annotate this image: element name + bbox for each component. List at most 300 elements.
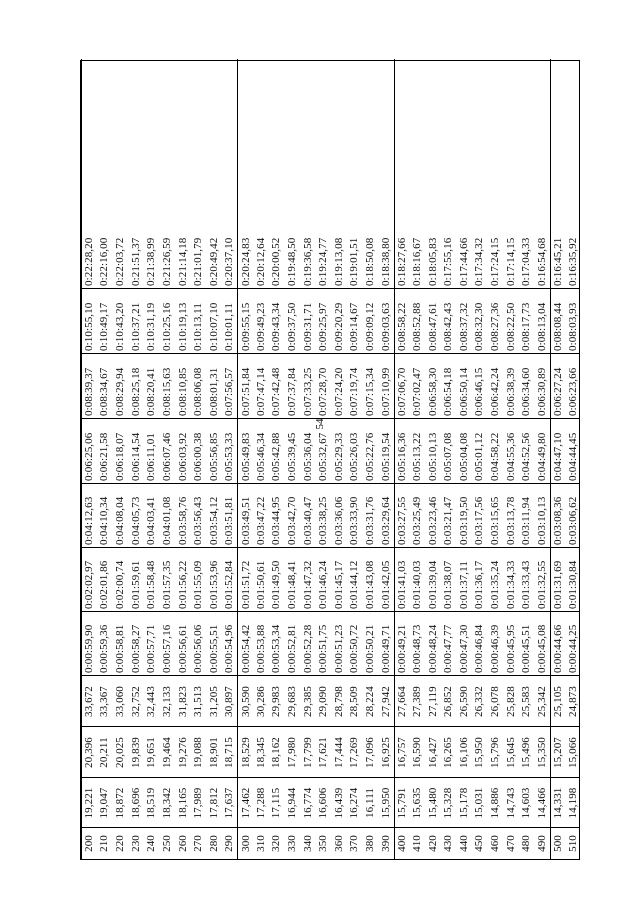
column-divider (81, 483, 579, 484)
table-cell: 330 (285, 835, 298, 852)
table-cell: 420 (426, 835, 439, 852)
table-cell: 0:03:13,78 (504, 496, 517, 545)
table-cell: 240 (145, 835, 158, 852)
table-cell: 0:03:42,70 (285, 496, 298, 545)
table-cell: 350 (317, 835, 330, 852)
table-cell: 0:06:23,66 (567, 367, 580, 416)
table-cell: 0:08:27,36 (489, 302, 502, 351)
table-cell: 0:10:37,21 (129, 302, 142, 351)
table-cell: 18,901 (207, 737, 220, 768)
table-cell: 0:03:44,95 (270, 496, 283, 545)
table-row (269, 59, 285, 859)
table-cell: 0:07:56,57 (223, 367, 236, 416)
table-row (503, 59, 519, 859)
table-cell: 16,774 (301, 787, 314, 819)
table-cell: 0:07:19,74 (348, 367, 361, 416)
table-cell: 440 (457, 835, 470, 852)
table-cell: 0:03:11,94 (520, 497, 533, 545)
table-cell: 0:06:30,89 (535, 367, 548, 416)
table-row (394, 59, 410, 859)
table-cell: 0:18:16,67 (410, 237, 423, 286)
table-cell: 0:05:36,04 (301, 432, 314, 481)
table-row (97, 59, 113, 859)
table-cell: 27,119 (426, 686, 439, 717)
table-cell: 33,672 (83, 686, 96, 717)
table-cell: 26,590 (457, 686, 470, 717)
table-cell: 19,221 (83, 787, 96, 819)
table-cell: 360 (332, 835, 345, 852)
table-cell: 500 (552, 835, 565, 852)
table-cell: 0:09:25,97 (317, 302, 330, 351)
table-cell: 17,799 (301, 737, 314, 768)
table-cell: 16,606 (317, 787, 330, 819)
table-cell: 17,980 (285, 737, 298, 768)
table-cell: 0:03:27,55 (395, 496, 408, 545)
table-cell: 15,178 (457, 787, 470, 819)
table-cell: 18,342 (160, 787, 173, 819)
table-cell: 0:01:44,12 (348, 560, 361, 609)
table-cell: 0:10:25,16 (160, 302, 173, 351)
table-cell: 17,989 (192, 787, 205, 819)
table-cell: 0:00:52,81 (285, 624, 298, 673)
table-cell: 0:08:01,31 (207, 367, 220, 416)
table-cell: 17,444 (332, 737, 345, 768)
table-cell: 25,105 (552, 686, 565, 717)
table-cell: 17,621 (317, 737, 330, 768)
table-cell: 0:04:10,34 (98, 496, 111, 545)
table-cell: 0:03:47,22 (254, 496, 267, 545)
table-cell: 0:04:58,22 (489, 432, 502, 481)
table-cell: 0:00:45,08 (535, 624, 548, 673)
table-cell: 0:10:01,11 (223, 303, 236, 351)
table-cell: 32,443 (145, 686, 158, 717)
table-cell: 16,274 (348, 787, 361, 819)
table-cell: 0:21:26,59 (160, 237, 173, 286)
table-cell: 0:10:13,11 (192, 303, 205, 351)
table-cell: 320 (270, 835, 283, 852)
column-divider (81, 611, 579, 612)
table-cell: 0:04:01,08 (160, 496, 173, 545)
column-divider (81, 675, 579, 676)
table-cell: 0:03:51,81 (223, 496, 236, 545)
table-cell: 15,496 (520, 737, 533, 768)
table-cell: 0:03:58,76 (176, 496, 189, 545)
table-cell: 0:22:28,20 (83, 237, 96, 286)
table-cell: 15,791 (395, 787, 408, 819)
table-cell: 18,529 (239, 737, 252, 768)
table-cell: 0:05:56,85 (207, 432, 220, 481)
table-cell: 29,683 (285, 686, 298, 717)
table-cell: 0:00:53,34 (270, 624, 283, 673)
table-cell: 0:01:39,04 (426, 560, 439, 609)
table-row (112, 59, 128, 859)
table-cell: 18,345 (254, 737, 267, 768)
table-cell: 0:06:54,18 (442, 367, 455, 416)
table-cell: 0:03:10,13 (535, 496, 548, 545)
table-cell: 0:06:21,58 (98, 432, 111, 481)
table-cell: 0:09:09,12 (364, 302, 377, 351)
table-cell: 0:10:07,10 (207, 302, 220, 351)
table-cell: 0:08:22,50 (504, 302, 517, 351)
table-row (315, 59, 331, 859)
table-cell: 0:09:03,63 (379, 302, 392, 351)
table-cell: 0:01:32,55 (535, 560, 548, 609)
table-cell: 27,942 (379, 686, 392, 717)
table-cell: 0:05:53,33 (223, 432, 236, 481)
table-cell: 0:05:07,08 (442, 432, 455, 481)
table-cell: 0:01:30,84 (567, 560, 580, 609)
table-cell: 17,812 (207, 787, 220, 819)
table-cell: 0:01:43,08 (364, 560, 377, 609)
table-cell: 17,269 (348, 737, 361, 768)
table-cell: 0:01:59,61 (129, 560, 142, 609)
table-cell: 480 (520, 835, 533, 852)
table-cell: 0:06:50,14 (457, 367, 470, 416)
table-cell: 0:03:38,25 (317, 496, 330, 545)
table-cell: 0:07:51,84 (239, 367, 252, 416)
table-cell: 0:07:37,84 (285, 367, 298, 416)
table-cell: 0:21:01,79 (192, 237, 205, 286)
table-cell: 16,590 (410, 737, 423, 768)
table-cell: 0:00:57,16 (160, 624, 173, 673)
table-cell: 0:01:31,69 (552, 560, 565, 609)
table-row (487, 59, 503, 859)
table-cell: 18,519 (145, 787, 158, 819)
table-cell: 410 (410, 835, 423, 852)
table-cell: 0:04:47,10 (552, 432, 565, 481)
table-cell: 0:06:03,92 (176, 432, 189, 481)
table-cell: 510 (567, 835, 580, 852)
table-row (362, 59, 378, 859)
table-cell: 0:01:56,22 (176, 560, 189, 609)
table-cell: 0:01:55,09 (192, 560, 205, 609)
table-cell: 24,873 (567, 686, 580, 717)
table-row (550, 59, 566, 859)
table-cell: 0:19:36,58 (301, 237, 314, 286)
table-cell: 0:05:26,03 (348, 432, 361, 481)
table-cell: 0:01:38,07 (442, 560, 455, 609)
table-cell: 31,205 (207, 686, 220, 717)
table-cell: 26,078 (489, 686, 502, 717)
table-cell: 33,367 (98, 686, 111, 717)
table-cell: 0:00:51,23 (332, 624, 345, 673)
table-cell: 470 (504, 835, 517, 852)
table-cell: 300 (239, 835, 252, 852)
table-cell: 0:17:55,16 (442, 237, 455, 286)
table-cell: 0:00:54,96 (223, 624, 236, 673)
table-cell: 0:00:47,30 (457, 624, 470, 673)
table-cell: 0:00:56,61 (176, 624, 189, 673)
table-row (284, 59, 300, 859)
table-cell: 0:04:05,73 (129, 496, 142, 545)
table-cell: 0:17:04,33 (520, 237, 533, 286)
table-row (237, 59, 253, 859)
table-cell: 14,198 (567, 787, 580, 819)
table-cell: 490 (535, 835, 548, 852)
table-cell: 14,603 (520, 787, 533, 819)
table-cell: 32,133 (160, 686, 173, 717)
table-cell: 0:08:13,04 (535, 302, 548, 351)
table-cell: 0:07:42,48 (270, 367, 283, 416)
table-cell: 15,031 (473, 787, 486, 819)
table-row (409, 59, 425, 859)
table-cell: 0:07:24,20 (332, 367, 345, 416)
table-cell: 16,944 (285, 787, 298, 819)
table-cell: 0:17:44,66 (457, 237, 470, 286)
table-cell: 28,224 (364, 686, 377, 717)
table-cell: 0:16:45,21 (552, 237, 565, 286)
table-cell: 0:08:32,30 (473, 302, 486, 351)
table-cell: 30,897 (223, 686, 236, 717)
table-cell: 0:01:45,17 (332, 560, 345, 609)
table-cell: 29,090 (317, 686, 330, 717)
table-cell: 15,950 (379, 787, 392, 819)
table-row (378, 59, 394, 859)
table-cell: 0:03:19,50 (457, 496, 470, 545)
table-cell: 0:22:16,00 (98, 237, 111, 286)
table-cell: 430 (442, 835, 455, 852)
table-cell: 0:10:43,20 (114, 302, 127, 351)
table-cell: 0:00:47,77 (442, 624, 455, 673)
table-cell: 0:00:44,66 (552, 624, 565, 673)
table-cell: 0:09:43,34 (270, 302, 283, 351)
table-cell: 29,385 (301, 686, 314, 717)
table-cell: 0:00:48,24 (426, 624, 439, 673)
table-cell: 0:01:46,24 (317, 560, 330, 609)
table-cell: 0:08:29,94 (114, 367, 127, 416)
table-cell: 0:00:46,39 (489, 624, 502, 673)
table-cell: 15,796 (489, 737, 502, 768)
table-cell: 260 (176, 835, 189, 852)
table-cell: 18,872 (114, 787, 127, 819)
table-cell: 250 (160, 835, 173, 852)
table-row (144, 59, 160, 859)
table-row (300, 59, 316, 859)
table-cell: 0:20:37,10 (223, 237, 236, 286)
table-cell: 0:01:51,72 (239, 560, 252, 609)
table-cell: 31,823 (176, 686, 189, 717)
table-cell: 0:01:33,43 (520, 560, 533, 609)
table-cell: 0:18:27,66 (395, 237, 408, 286)
table-cell: 0:00:48,73 (410, 624, 423, 673)
table-cell: 15,066 (567, 737, 580, 768)
table-cell: 0:01:37,11 (457, 561, 470, 609)
table-cell: 0:03:33,90 (348, 496, 361, 545)
table-cell: 15,328 (442, 787, 455, 819)
table-cell: 0:20:49,42 (207, 237, 220, 286)
table-row (347, 59, 363, 859)
table-cell: 19,088 (192, 737, 205, 768)
table-cell: 19,047 (98, 787, 111, 819)
table-row (253, 59, 269, 859)
table-cell: 0:02:00,74 (114, 560, 127, 609)
table-cell: 16,106 (457, 737, 470, 768)
table-cell: 0:04:55,36 (504, 432, 517, 481)
table-cell: 16,427 (426, 737, 439, 768)
table-cell: 0:03:17,56 (473, 496, 486, 545)
table-cell: 0:07:47,14 (254, 367, 267, 416)
table-cell: 20,396 (83, 737, 96, 768)
table-cell: 14,886 (489, 787, 502, 819)
table-cell: 0:06:38,39 (504, 367, 517, 416)
table-cell: 0:05:39,45 (285, 432, 298, 481)
table-cell: 0:01:35,24 (489, 560, 502, 609)
table-cell: 0:17:14,15 (504, 237, 517, 286)
table-cell: 0:08:08,44 (552, 302, 565, 351)
table-cell: 30,286 (254, 686, 267, 717)
table-cell: 0:17:24,15 (489, 237, 502, 286)
table-cell: 290 (223, 835, 236, 852)
table-cell: 0:05:42,88 (270, 432, 283, 481)
table-cell: 15,207 (552, 737, 565, 768)
column-divider (81, 288, 579, 289)
table-cell: 0:18:05,83 (426, 237, 439, 286)
table-cell: 26,852 (442, 686, 455, 717)
table-cell: 0:00:50,72 (348, 624, 361, 673)
table-cell: 25,342 (535, 686, 548, 717)
data-table (80, 60, 580, 860)
table-row (159, 59, 175, 859)
table-cell: 0:08:52,88 (410, 302, 423, 351)
table-cell: 0:19:48,50 (285, 237, 298, 286)
table-cell: 18,165 (176, 787, 189, 819)
table-cell: 460 (489, 835, 502, 852)
table-cell: 0:00:46,84 (473, 624, 486, 673)
table-cell: 0:03:54,12 (207, 496, 220, 545)
table-cell: 0:00:53,88 (254, 624, 267, 673)
table-cell: 0:08:20,41 (145, 367, 158, 416)
table-row (331, 59, 347, 859)
table-cell: 280 (207, 835, 220, 852)
table-cell: 0:03:40,47 (301, 496, 314, 545)
table-cell: 18,162 (270, 737, 283, 768)
table-cell: 0:01:49,50 (270, 560, 283, 609)
table-cell: 0:07:33,25 (301, 367, 314, 416)
column-divider (81, 547, 579, 548)
table-cell: 14,331 (552, 787, 565, 819)
table-cell: 340 (301, 835, 314, 852)
table-cell: 270 (192, 835, 205, 852)
table-cell: 0:04:44,45 (567, 432, 580, 481)
table-cell: 0:05:22,76 (364, 432, 377, 481)
table-cell: 0:01:52,84 (223, 560, 236, 609)
table-cell: 16,111 (364, 787, 377, 819)
table-cell: 0:18:38,80 (379, 237, 392, 286)
table-cell: 0:06:27,24 (552, 367, 565, 416)
table-cell: 30,590 (239, 686, 252, 717)
table-cell: 28,509 (348, 686, 361, 717)
table-cell: 0:06:07,46 (160, 432, 173, 481)
table-cell: 0:21:38,99 (145, 237, 158, 286)
table-cell: 220 (114, 835, 127, 852)
table-cell: 0:16:35,92 (567, 237, 580, 286)
table-cell: 0:08:37,32 (457, 302, 470, 351)
table-cell: 25,583 (520, 686, 533, 717)
table-cell: 27,664 (395, 686, 408, 717)
table-cell: 0:17:34,32 (473, 237, 486, 286)
table-cell: 0:16:54,68 (535, 237, 548, 286)
table-cell: 0:08:42,43 (442, 302, 455, 351)
table-cell: 0:00:59,90 (83, 624, 96, 673)
table-cell: 20,211 (98, 737, 111, 768)
table-cell: 0:04:49,80 (535, 432, 548, 481)
table-cell: 0:08:47,61 (426, 302, 439, 351)
table-cell: 27,389 (410, 686, 423, 717)
table-cell: 310 (254, 835, 267, 852)
table-cell: 0:08:58,22 (395, 302, 408, 351)
table-cell: 0:01:41,03 (395, 560, 408, 609)
column-divider (81, 353, 579, 354)
table-cell: 0:08:34,67 (98, 367, 111, 416)
table-cell: 14,466 (535, 787, 548, 819)
table-cell: 210 (98, 835, 111, 852)
table-cell: 18,696 (129, 787, 142, 819)
table-cell: 0:00:49,21 (395, 624, 408, 673)
table-row (565, 59, 581, 859)
table-cell: 0:03:56,43 (192, 496, 205, 545)
table-cell: 450 (473, 835, 486, 852)
table-cell: 0:05:13,22 (410, 432, 423, 481)
table-cell: 16,925 (379, 737, 392, 768)
table-cell: 0:19:24,77 (317, 237, 330, 286)
table-row (190, 59, 206, 859)
table-cell: 0:05:29,33 (332, 432, 345, 481)
table-cell: 0:00:58,81 (114, 624, 127, 673)
table-cell: 0:06:25,06 (83, 432, 96, 481)
table-cell: 15,645 (504, 737, 517, 768)
table-cell: 0:07:10,99 (379, 367, 392, 416)
table-cell: 0:18:50,08 (364, 237, 377, 286)
table-cell: 0:01:48,41 (285, 560, 298, 609)
table-cell: 0:07:15,34 (364, 367, 377, 416)
table-cell: 0:05:04,08 (457, 432, 470, 481)
table-cell: 0:05:46,34 (254, 432, 267, 481)
table-cell: 0:00:45,51 (520, 624, 533, 673)
table-cell: 16,439 (332, 787, 345, 819)
table-cell: 0:04:52,56 (520, 432, 533, 481)
table-cell: 0:03:08,36 (552, 496, 565, 545)
table-cell: 0:00:49,71 (379, 624, 392, 673)
table-cell: 19,651 (145, 737, 158, 768)
table-cell: 0:00:52,28 (301, 624, 314, 673)
table-cell: 19,839 (129, 737, 142, 768)
table-cell: 0:10:49,17 (98, 302, 111, 351)
table-cell: 20,025 (114, 737, 127, 768)
table-cell: 0:01:42,05 (379, 560, 392, 609)
table-cell: 0:03:31,76 (364, 496, 377, 545)
table-cell: 19,464 (160, 737, 173, 768)
table-cell: 0:19:13,08 (332, 237, 345, 286)
table-cell: 0:05:49,83 (239, 432, 252, 481)
table-cell: 0:09:55,15 (239, 302, 252, 351)
table-cell: 0:08:39,37 (83, 367, 96, 416)
table-cell: 15,635 (410, 787, 423, 819)
table-cell: 0:04:03,41 (145, 496, 158, 545)
table-row (81, 59, 97, 859)
table-cell: 19,276 (176, 737, 189, 768)
table-cell: 0:03:36,06 (332, 496, 345, 545)
table-cell: 0:20:12,64 (254, 237, 267, 286)
table-cell: 0:19:01,51 (348, 237, 361, 286)
table-cell: 0:03:15,65 (489, 496, 502, 545)
table-cell: 0:20:24,83 (239, 237, 252, 286)
table-cell: 15,350 (535, 737, 548, 768)
table-cell: 0:10:19,13 (176, 302, 189, 351)
table-row (456, 59, 472, 859)
table-cell: 0:10:31,19 (145, 302, 158, 351)
table-cell: 0:00:57,71 (145, 624, 158, 673)
table-row (519, 59, 535, 859)
